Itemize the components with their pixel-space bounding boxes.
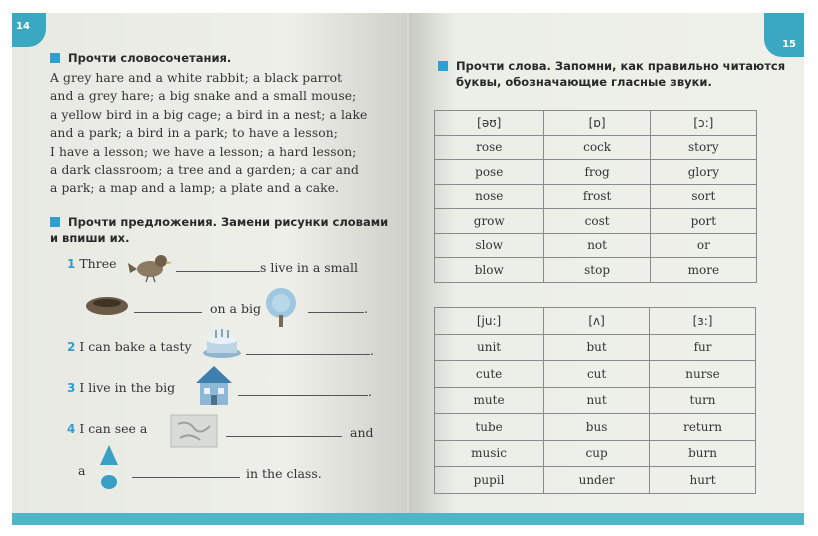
item-text: Three xyxy=(79,256,117,271)
tree-icon xyxy=(264,286,298,328)
answer-blank[interactable] xyxy=(226,435,342,437)
item-number: 4 xyxy=(67,422,76,436)
table-row xyxy=(435,258,757,283)
exercise2-heading xyxy=(50,214,388,246)
table-cell: nose xyxy=(435,184,544,209)
exercise-item-2-answer xyxy=(246,343,374,358)
page-number-badge xyxy=(764,13,804,57)
house-icon xyxy=(194,363,234,407)
exercise3-heading xyxy=(438,58,785,90)
exercise2-heading-line2: и впиши их. xyxy=(50,231,130,245)
paragraph-line: A grey hare and a white rabbit; a black parrot xyxy=(50,71,343,85)
exercise1-paragraph xyxy=(50,69,380,198)
table-header-cell: [əʊ] xyxy=(435,111,544,136)
item-number: 3 xyxy=(67,381,76,395)
table-row xyxy=(435,387,756,414)
item-text: I live in the big xyxy=(79,380,176,395)
table-cell: hurt xyxy=(650,467,756,494)
table-row xyxy=(435,184,757,209)
answer-blank[interactable] xyxy=(246,353,370,355)
table-cell: frost xyxy=(544,184,650,209)
table-header-cell: [ju:] xyxy=(435,308,544,335)
table-row xyxy=(435,160,757,185)
exercise-item-2 xyxy=(67,339,192,354)
page-bottom-strip xyxy=(12,513,804,525)
table-cell: cute xyxy=(435,361,544,388)
page-number-badge xyxy=(12,13,46,47)
item-text: a xyxy=(78,463,86,478)
table-row xyxy=(435,361,756,388)
table-cell: stop xyxy=(544,258,650,283)
table-row xyxy=(435,440,756,467)
table-row xyxy=(435,414,756,441)
table-cell: mute xyxy=(435,387,544,414)
table-cell: bus xyxy=(544,414,650,441)
table-cell: story xyxy=(650,135,756,160)
item-number: 2 xyxy=(67,340,76,354)
exercise1-heading-text: Прочти словосочетания. xyxy=(68,51,232,65)
table-cell: rose xyxy=(435,135,544,160)
answer-blank[interactable] xyxy=(134,311,202,313)
item-text: . xyxy=(368,384,372,399)
paragraph-line: and a grey hare; a big snake and a small mouse; xyxy=(50,89,357,104)
exercise-item-1-line1 xyxy=(67,256,117,271)
vowel-table-2 xyxy=(434,307,756,494)
table-cell: turn xyxy=(650,387,756,414)
answer-blank[interactable] xyxy=(238,394,368,396)
item-text: . xyxy=(370,343,374,358)
bullet-square-icon xyxy=(438,61,448,71)
page-number: 15 xyxy=(782,39,796,50)
table-cell: blow xyxy=(435,258,544,283)
answer-blank[interactable] xyxy=(176,270,260,272)
table-row xyxy=(435,233,757,258)
item-text: I can bake a tasty xyxy=(79,339,192,354)
table-cell: but xyxy=(544,334,650,361)
left-page xyxy=(12,13,407,525)
table-cell: under xyxy=(544,467,650,494)
map-icon xyxy=(170,414,218,448)
table-cell: nut xyxy=(544,387,650,414)
item-text: . xyxy=(364,301,368,316)
textbook-spread xyxy=(12,13,804,525)
table-cell: cost xyxy=(544,209,650,234)
exercise-item-3-answer xyxy=(238,384,372,399)
bullet-square-icon xyxy=(50,217,60,227)
bullet-square-icon xyxy=(50,53,60,63)
table-cell: slow xyxy=(435,233,544,258)
exercise2-heading-line1: Прочти предложения. Замени рисунки словами xyxy=(68,215,389,229)
table-cell: glory xyxy=(650,160,756,185)
exercise-item-4-end xyxy=(132,466,322,481)
table-row xyxy=(435,467,756,494)
item-text: on a big xyxy=(210,301,261,316)
table-cell: pupil xyxy=(435,467,544,494)
table-cell: tube xyxy=(435,414,544,441)
exercise-item-3 xyxy=(67,380,175,395)
answer-blank[interactable] xyxy=(132,476,240,478)
exercise-item-1-end xyxy=(308,301,368,316)
table-cell: cock xyxy=(544,135,650,160)
exercise1-heading xyxy=(50,50,231,66)
page-number: 14 xyxy=(16,21,30,32)
lamp-icon xyxy=(92,443,126,491)
exercise-item-4-answer xyxy=(226,425,374,440)
paragraph-line: I have a lesson; we have a lesson; a hard lesson; xyxy=(50,144,357,159)
paragraph-line: a dark classroom; a tree and a garden; a car and xyxy=(50,163,360,178)
exercise-item-4 xyxy=(67,421,147,436)
exercise3-heading-line1: Прочти слова. Запомни, как правильно читаются xyxy=(456,59,786,73)
table-cell: nurse xyxy=(650,361,756,388)
table-row xyxy=(435,209,757,234)
table-cell: frog xyxy=(544,160,650,185)
right-page xyxy=(409,13,804,525)
table-header-cell: [ʌ] xyxy=(544,308,650,335)
exercise-item-4-line2 xyxy=(78,463,85,478)
table-cell: cup xyxy=(544,440,650,467)
cake-icon xyxy=(202,327,242,359)
nest-icon xyxy=(84,294,130,316)
item-number: 1 xyxy=(67,257,76,271)
item-text: I can see a xyxy=(79,421,148,436)
table-cell: cut xyxy=(544,361,650,388)
item-text: in the class. xyxy=(246,466,322,481)
table-cell: burn xyxy=(650,440,756,467)
table-header-cell: [ɜ:] xyxy=(650,308,756,335)
table-header-cell: [ɒ] xyxy=(544,111,650,136)
table-row xyxy=(435,334,756,361)
exercise-item-1-answer xyxy=(176,260,358,275)
table-cell: more xyxy=(650,258,756,283)
table-cell: not xyxy=(544,233,650,258)
table-header-row xyxy=(435,111,757,136)
table-cell: music xyxy=(435,440,544,467)
table-cell: unit xyxy=(435,334,544,361)
answer-blank[interactable] xyxy=(308,311,364,313)
vowel-table-1 xyxy=(434,110,757,283)
table-cell: fur xyxy=(650,334,756,361)
table-cell: pose xyxy=(435,160,544,185)
table-cell: return xyxy=(650,414,756,441)
bird-icon xyxy=(128,249,172,283)
item-text: s live in a small xyxy=(260,260,358,275)
table-cell: sort xyxy=(650,184,756,209)
item-text: and xyxy=(350,425,374,440)
table-cell: grow xyxy=(435,209,544,234)
table-header-row xyxy=(435,308,756,335)
exercise3-heading-line2: буквы, обозначающие гласные звуки. xyxy=(456,75,712,89)
table-cell: or xyxy=(650,233,756,258)
table-header-cell: [ɔ:] xyxy=(650,111,756,136)
paragraph-line: and a park; a bird in a park; to have a lesson; xyxy=(50,126,339,141)
exercise-item-1-line2 xyxy=(134,301,261,316)
paragraph-line: a yellow bird in a big cage; a bird in a nest; a lake xyxy=(50,107,368,122)
paragraph-line: a park; a map and a lamp; a plate and a cake. xyxy=(50,181,340,196)
table-row xyxy=(435,135,757,160)
table-cell: port xyxy=(650,209,756,234)
